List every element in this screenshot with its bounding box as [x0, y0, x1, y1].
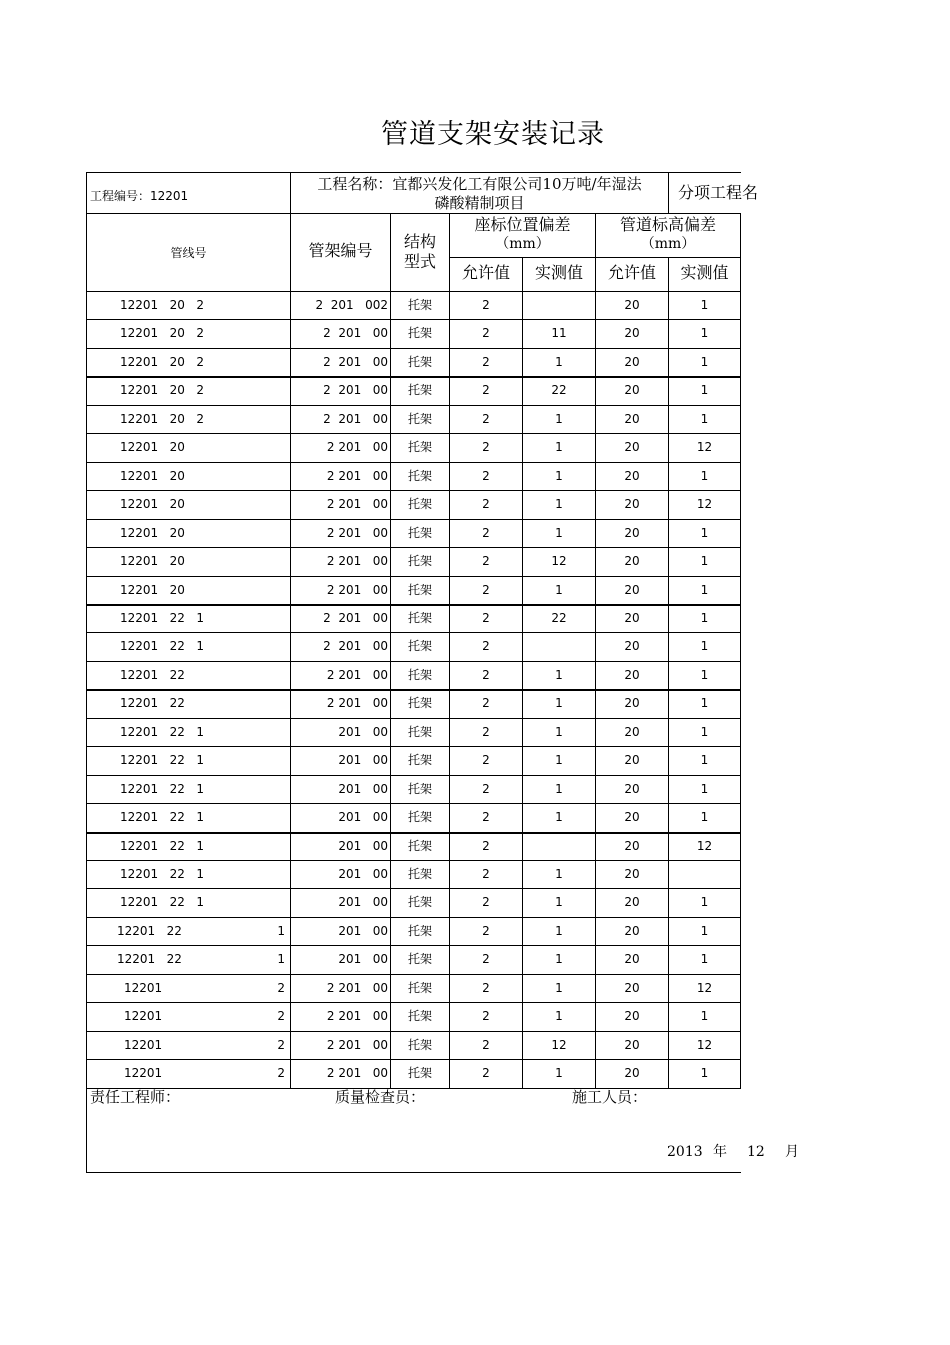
elev-measured: 12	[696, 440, 713, 455]
pipe-line-number: 12201 22 1	[120, 753, 204, 768]
table-row	[0, 917, 950, 945]
elev-measured: 1	[700, 923, 709, 938]
elev-measured: 1	[700, 354, 709, 369]
table-row	[0, 1059, 950, 1087]
structure-type: 托架	[407, 440, 432, 455]
elev-measured: 1	[700, 724, 709, 739]
row-divider	[86, 718, 741, 719]
coord-allowed: 2	[482, 696, 490, 711]
row-divider	[86, 433, 741, 434]
elev-allowed: 20	[624, 582, 640, 597]
coord-measured: 22	[551, 383, 567, 398]
elev-allowed: 20	[624, 525, 640, 540]
coord-measured: 1	[555, 810, 563, 825]
elev-allowed: 20	[624, 923, 640, 938]
support-number: 201 00	[338, 810, 388, 825]
coord-measured: 1	[555, 468, 563, 483]
pipe-line-number: 12201 22 1	[120, 610, 204, 625]
elev-allowed: 20	[624, 867, 640, 881]
table-row	[0, 519, 950, 547]
coord-measured: 1	[555, 667, 563, 682]
support-number: 2 201 00	[323, 383, 388, 398]
table-row	[0, 462, 950, 490]
elev-measured: 1	[700, 554, 709, 569]
elev-allowed: 20	[624, 411, 640, 426]
col-header-elev-unit: （mm）	[640, 236, 696, 252]
structure-type: 托架	[407, 383, 432, 398]
coord-measured: 1	[555, 411, 563, 426]
support-number: 2 201 00	[326, 468, 388, 483]
pipe-line-number: 12201 22 1	[120, 810, 204, 825]
table-row	[0, 775, 950, 803]
coord-allowed: 2	[482, 1037, 490, 1052]
elev-allowed: 20	[624, 298, 640, 312]
structure-type: 托架	[407, 639, 432, 654]
coord-allowed: 2	[482, 724, 490, 739]
coord-allowed: 2	[482, 810, 490, 825]
project-number: 工程编号：12201	[90, 189, 189, 203]
table-row	[0, 832, 950, 860]
coord-allowed: 2	[482, 354, 490, 369]
col-header-coord-allowed: 允许值	[461, 263, 510, 282]
coord-measured: 1	[555, 354, 563, 369]
coord-allowed: 2	[482, 440, 490, 455]
table-row	[0, 689, 950, 717]
elev-measured: 1	[700, 639, 709, 654]
elev-measured: 1	[700, 696, 709, 711]
elev-allowed: 20	[624, 952, 640, 967]
elev-allowed: 20	[624, 639, 640, 654]
support-number: 2 201 00	[326, 525, 388, 540]
pipe-line-number: 12201 20 2	[120, 354, 204, 369]
header-divider	[86, 213, 741, 214]
row-divider	[86, 689, 741, 691]
col-header-elev-measured: 实测值	[680, 263, 729, 282]
structure-type: 托架	[407, 326, 432, 341]
structure-type: 托架	[407, 298, 432, 312]
pipe-line-suffix: 1	[277, 952, 285, 967]
coord-allowed: 2	[482, 980, 490, 995]
elev-measured: 1	[700, 895, 709, 910]
pipe-line-number: 12201 20	[120, 525, 185, 540]
structure-type: 托架	[407, 696, 432, 711]
support-number: 201 00	[338, 753, 388, 768]
pipe-line-number: 12201 22 1	[120, 838, 204, 853]
row-divider	[86, 490, 741, 491]
row-divider	[86, 860, 741, 861]
row-divider	[86, 832, 741, 834]
date-month-unit: 月	[785, 1144, 799, 1160]
coord-measured: 22	[551, 610, 567, 625]
row-divider	[86, 746, 741, 747]
row-divider	[86, 1059, 741, 1060]
table-row	[0, 604, 950, 632]
elev-allowed: 20	[624, 468, 640, 483]
table-row	[0, 746, 950, 774]
coord-allowed: 2	[482, 895, 490, 910]
table-row	[0, 433, 950, 461]
structure-type: 托架	[407, 667, 432, 682]
elev-allowed: 20	[624, 980, 640, 995]
coord-measured: 1	[555, 923, 563, 938]
elev-allowed: 20	[624, 724, 640, 739]
support-number: 2 201 00	[326, 440, 388, 455]
coord-allowed: 2	[482, 952, 490, 967]
table-row	[0, 1031, 950, 1059]
support-number: 2 201 00	[326, 1009, 388, 1024]
structure-type: 托架	[407, 952, 432, 967]
row-divider	[86, 376, 741, 378]
elev-measured: 12	[696, 497, 713, 512]
elev-allowed: 20	[624, 554, 640, 569]
date-month: 12	[747, 1144, 765, 1160]
elev-measured: 1	[700, 411, 709, 426]
col-header-pipe-line: 管线号	[170, 246, 207, 260]
structure-type: 托架	[407, 895, 432, 910]
elev-measured: 1	[700, 667, 709, 682]
support-number: 2 201 00	[326, 1066, 388, 1081]
table-row	[0, 803, 950, 831]
support-number: 201 00	[338, 781, 388, 796]
coord-allowed: 2	[482, 411, 490, 426]
support-number: 201 00	[338, 923, 388, 938]
coord-measured: 1	[555, 497, 563, 512]
col-header-support-no: 管架编号	[308, 241, 373, 260]
pipe-line-number: 12201	[124, 1009, 163, 1024]
table-row	[0, 1002, 950, 1030]
structure-type: 托架	[407, 497, 432, 512]
structure-type: 托架	[407, 468, 432, 483]
sub-project-name: 分项工程名	[678, 183, 759, 202]
support-number: 2 201 00	[323, 354, 388, 369]
elev-measured: 1	[700, 952, 709, 967]
support-number: 2 201 00	[323, 326, 388, 341]
pipe-line-number: 12201 22 1	[120, 639, 204, 654]
elev-measured: 1	[700, 781, 709, 796]
support-number: 201 00	[338, 838, 388, 853]
row-divider	[86, 405, 741, 406]
coord-allowed: 2	[482, 753, 490, 768]
elev-measured: 1	[700, 383, 709, 398]
coord-allowed: 2	[482, 867, 490, 881]
elev-allowed: 20	[624, 895, 640, 910]
structure-type: 托架	[407, 1037, 432, 1052]
row-divider	[86, 661, 741, 662]
col-header-coord-dev: 座标位置偏差	[474, 215, 571, 234]
elev-allowed: 20	[624, 497, 640, 512]
structure-type: 托架	[407, 1009, 432, 1024]
table-body	[0, 291, 950, 1088]
pipe-line-number: 12201 22 1	[120, 867, 204, 881]
pipe-line-number: 12201 22 1	[120, 895, 204, 910]
structure-type: 托架	[407, 781, 432, 796]
structure-type: 托架	[407, 724, 432, 739]
elev-measured: 12	[696, 838, 713, 853]
row-divider	[86, 775, 741, 776]
support-number: 2 201 00	[326, 667, 388, 682]
table-row	[0, 348, 950, 376]
pipe-line-number: 12201 20	[120, 468, 185, 483]
structure-type: 托架	[407, 582, 432, 597]
pipe-line-number: 12201	[124, 980, 163, 995]
elev-allowed: 20	[624, 383, 640, 398]
coord-measured: 1	[555, 980, 563, 995]
support-number: 2 201 00	[326, 980, 388, 995]
elev-measured: 12	[696, 1037, 713, 1052]
elev-allowed: 20	[624, 753, 640, 768]
pipe-line-number: 12201 20 2	[120, 298, 204, 312]
structure-type: 托架	[407, 980, 432, 995]
elev-measured: 1	[700, 468, 709, 483]
elev-measured: 1	[700, 810, 709, 825]
coord-measured: 1	[555, 724, 563, 739]
coord-allowed: 2	[482, 781, 490, 796]
structure-type: 托架	[407, 354, 432, 369]
coord-allowed: 2	[482, 667, 490, 682]
coord-allowed: 2	[482, 497, 490, 512]
pipe-line-number: 12201 20	[120, 554, 185, 569]
coord-measured: 12	[551, 554, 567, 569]
table-row	[0, 888, 950, 916]
pipe-line-number: 12201 22 1	[120, 724, 204, 739]
coord-measured: 1	[555, 895, 563, 910]
pipe-line-suffix: 2	[277, 1037, 285, 1052]
elev-allowed: 20	[624, 1009, 640, 1024]
elev-allowed: 20	[624, 1037, 640, 1052]
row-divider	[86, 319, 741, 320]
table-row	[0, 291, 950, 319]
inspector-label: 质量检查员：	[335, 1088, 426, 1106]
pipe-line-number: 12201	[124, 1037, 163, 1052]
page-title: 管道支架安装记录	[381, 119, 605, 150]
coord-allowed: 2	[482, 298, 490, 312]
table-row	[0, 576, 950, 604]
coord-allowed: 2	[482, 468, 490, 483]
coord-allowed: 2	[482, 639, 490, 654]
pipe-line-number: 12201 20	[120, 582, 185, 597]
elev-measured: 1	[700, 610, 709, 625]
coord-measured: 1	[555, 952, 563, 967]
pipe-line-suffix: 2	[277, 980, 285, 995]
date-year: 2013	[667, 1144, 703, 1160]
col-header-elev-allowed: 允许值	[607, 263, 656, 282]
elev-measured: 1	[700, 298, 709, 312]
coord-measured: 1	[555, 440, 563, 455]
coord-allowed: 2	[482, 838, 490, 853]
pipe-line-number: 12201 20 2	[120, 411, 204, 426]
coord-allowed: 2	[482, 582, 490, 597]
coord-measured: 1	[555, 753, 563, 768]
coord-measured: 11	[551, 326, 567, 341]
pipe-line-number: 12201 22	[117, 923, 182, 938]
table-row	[0, 376, 950, 404]
row-divider	[86, 547, 741, 548]
support-number: 2 201 00	[326, 582, 388, 597]
pipe-line-number: 12201 20 2	[120, 326, 204, 341]
row-divider	[86, 888, 741, 889]
elev-allowed: 20	[624, 696, 640, 711]
col-header-elev-dev: 管道标高偏差	[619, 215, 716, 234]
col-divider-top	[668, 172, 669, 213]
pipe-line-number: 12201 22	[120, 696, 185, 711]
table-row	[0, 547, 950, 575]
table-top-border	[86, 172, 741, 173]
elev-allowed: 20	[624, 440, 640, 455]
coord-allowed: 2	[482, 610, 490, 625]
structure-type: 托架	[407, 1066, 432, 1081]
support-number: 2 201 00	[323, 639, 388, 654]
col-header-coord-measured: 实测值	[534, 263, 583, 282]
elev-measured: 1	[700, 582, 709, 597]
structure-type: 托架	[407, 610, 432, 625]
row-divider	[86, 348, 741, 349]
row-divider	[86, 803, 741, 804]
row-divider	[86, 576, 741, 577]
row-divider	[86, 1002, 741, 1003]
coord-measured: 1	[555, 1009, 563, 1024]
elev-allowed: 20	[624, 667, 640, 682]
project-name-line1: 工程名称：宜都兴发化工有限公司10万吨/年湿法	[317, 175, 642, 193]
elev-measured: 1	[700, 525, 709, 540]
elev-allowed: 20	[624, 354, 640, 369]
coord-measured: 1	[555, 781, 563, 796]
pipe-line-number: 12201	[124, 1066, 163, 1081]
engineer-label: 责任工程师：	[90, 1088, 181, 1106]
row-divider	[86, 519, 741, 520]
coord-allowed: 2	[482, 383, 490, 398]
structure-type: 托架	[407, 810, 432, 825]
coord-allowed: 2	[482, 554, 490, 569]
elev-allowed: 20	[624, 1066, 640, 1081]
elev-allowed: 20	[624, 838, 640, 853]
table-row	[0, 860, 950, 888]
table-row	[0, 319, 950, 347]
support-number: 201 00	[338, 952, 388, 967]
table-row	[0, 490, 950, 518]
elev-measured: 12	[696, 980, 713, 995]
support-number: 2 201 00	[326, 497, 388, 512]
row-divider	[86, 632, 741, 633]
row-divider	[86, 945, 741, 946]
coord-measured: 1	[555, 1066, 563, 1081]
support-number: 201 00	[338, 895, 388, 910]
table-row	[0, 405, 950, 433]
elev-allowed: 20	[624, 326, 640, 341]
coord-allowed: 2	[482, 525, 490, 540]
elev-allowed: 20	[624, 610, 640, 625]
table-row	[0, 632, 950, 660]
pipe-line-number: 12201 20	[120, 440, 185, 455]
row-divider	[86, 917, 741, 918]
support-number: 201 00	[338, 867, 388, 881]
date-year-unit: 年	[713, 1144, 727, 1160]
elev-measured: 1	[700, 1009, 709, 1024]
coord-allowed: 2	[482, 1009, 490, 1024]
coord-allowed: 2	[482, 923, 490, 938]
support-number: 2 201 00	[323, 610, 388, 625]
structure-type: 托架	[407, 838, 432, 853]
pipe-line-number: 12201 20	[120, 497, 185, 512]
footer-bottom-border	[86, 1172, 741, 1173]
worker-label: 施工人员：	[572, 1088, 648, 1106]
pipe-line-suffix: 2	[277, 1066, 285, 1081]
coord-measured: 1	[555, 867, 563, 881]
structure-type: 托架	[407, 923, 432, 938]
structure-type: 托架	[407, 753, 432, 768]
pipe-line-suffix: 2	[277, 1009, 285, 1024]
row-divider	[86, 1031, 741, 1032]
structure-type: 托架	[407, 554, 432, 569]
col-header-structure-type: 结构型式	[403, 232, 436, 271]
support-number: 2 201 00	[326, 1037, 388, 1052]
support-number: 2 201 002	[315, 298, 388, 312]
pipe-line-number: 12201 22 1	[120, 781, 204, 796]
elev-measured: 1	[700, 326, 709, 341]
row-divider	[86, 462, 741, 463]
table-row	[0, 718, 950, 746]
coord-allowed: 2	[482, 326, 490, 341]
support-number: 2 201 00	[326, 696, 388, 711]
table-row	[0, 974, 950, 1002]
pipe-line-suffix: 1	[277, 923, 285, 938]
table-row	[0, 661, 950, 689]
elev-allowed: 20	[624, 781, 640, 796]
row-divider	[86, 974, 741, 975]
col-header-coord-unit: （mm）	[495, 236, 550, 252]
coord-measured: 1	[555, 582, 563, 597]
pipe-line-number: 12201 22	[117, 952, 182, 967]
support-number: 2 201 00	[323, 411, 388, 426]
structure-type: 托架	[407, 525, 432, 540]
elev-measured: 1	[700, 1066, 709, 1081]
structure-type: 托架	[407, 867, 432, 881]
elev-measured: 1	[700, 753, 709, 768]
project-name-line2: 磷酸精制项目	[434, 194, 525, 212]
support-number: 2 201 00	[326, 554, 388, 569]
table-row	[0, 945, 950, 973]
elev-allowed: 20	[624, 810, 640, 825]
coord-allowed: 2	[482, 1066, 490, 1081]
pipe-line-number: 12201 22	[120, 667, 185, 682]
coord-measured: 1	[555, 696, 563, 711]
support-number: 201 00	[338, 724, 388, 739]
structure-type: 托架	[407, 411, 432, 426]
coord-measured: 1	[555, 525, 563, 540]
row-divider	[86, 604, 741, 606]
pipe-line-number: 12201 20 2	[120, 383, 204, 398]
coord-measured: 12	[551, 1037, 567, 1052]
